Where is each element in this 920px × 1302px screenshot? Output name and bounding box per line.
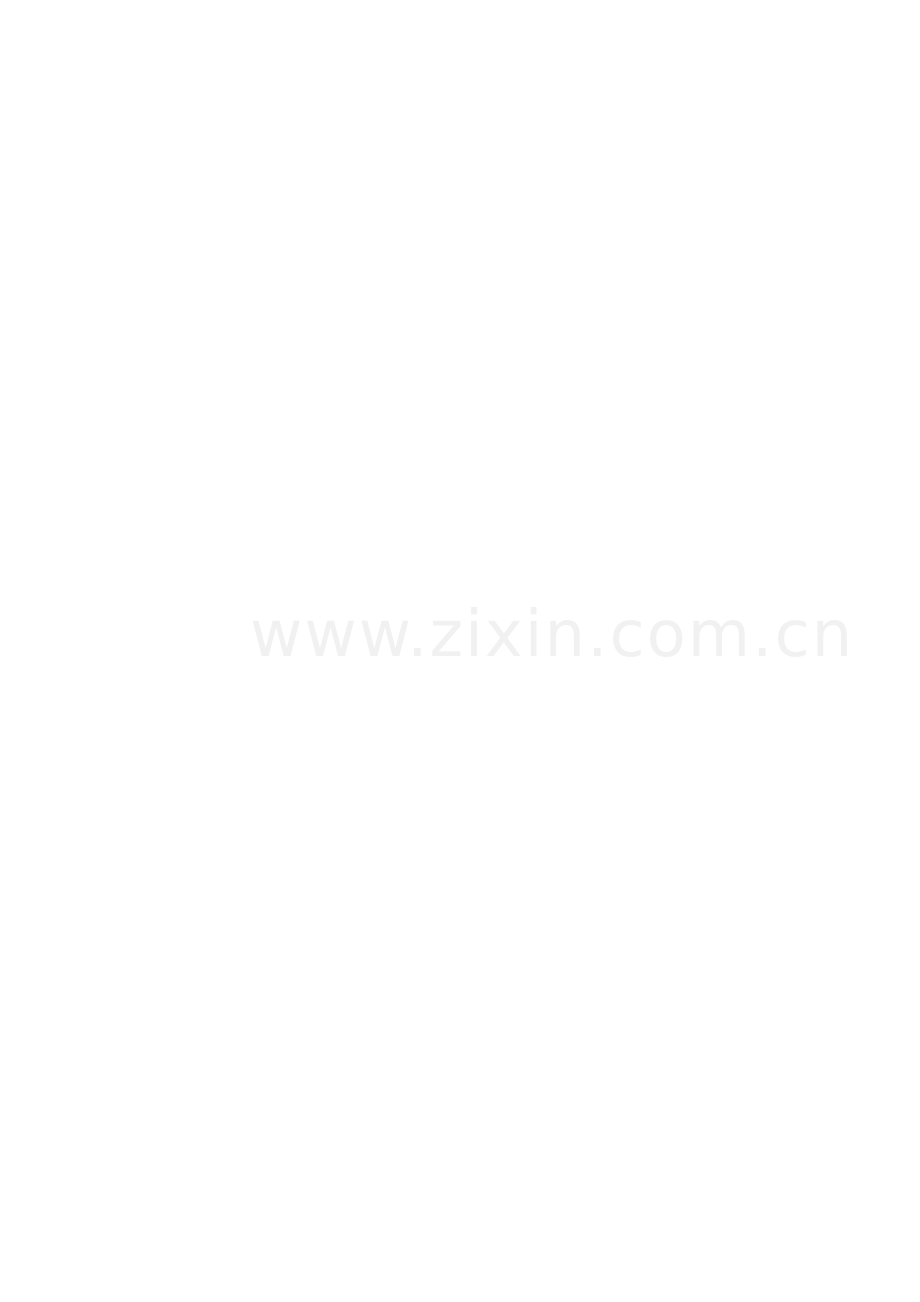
watermark: www.zixin.com.cn [250, 598, 855, 672]
